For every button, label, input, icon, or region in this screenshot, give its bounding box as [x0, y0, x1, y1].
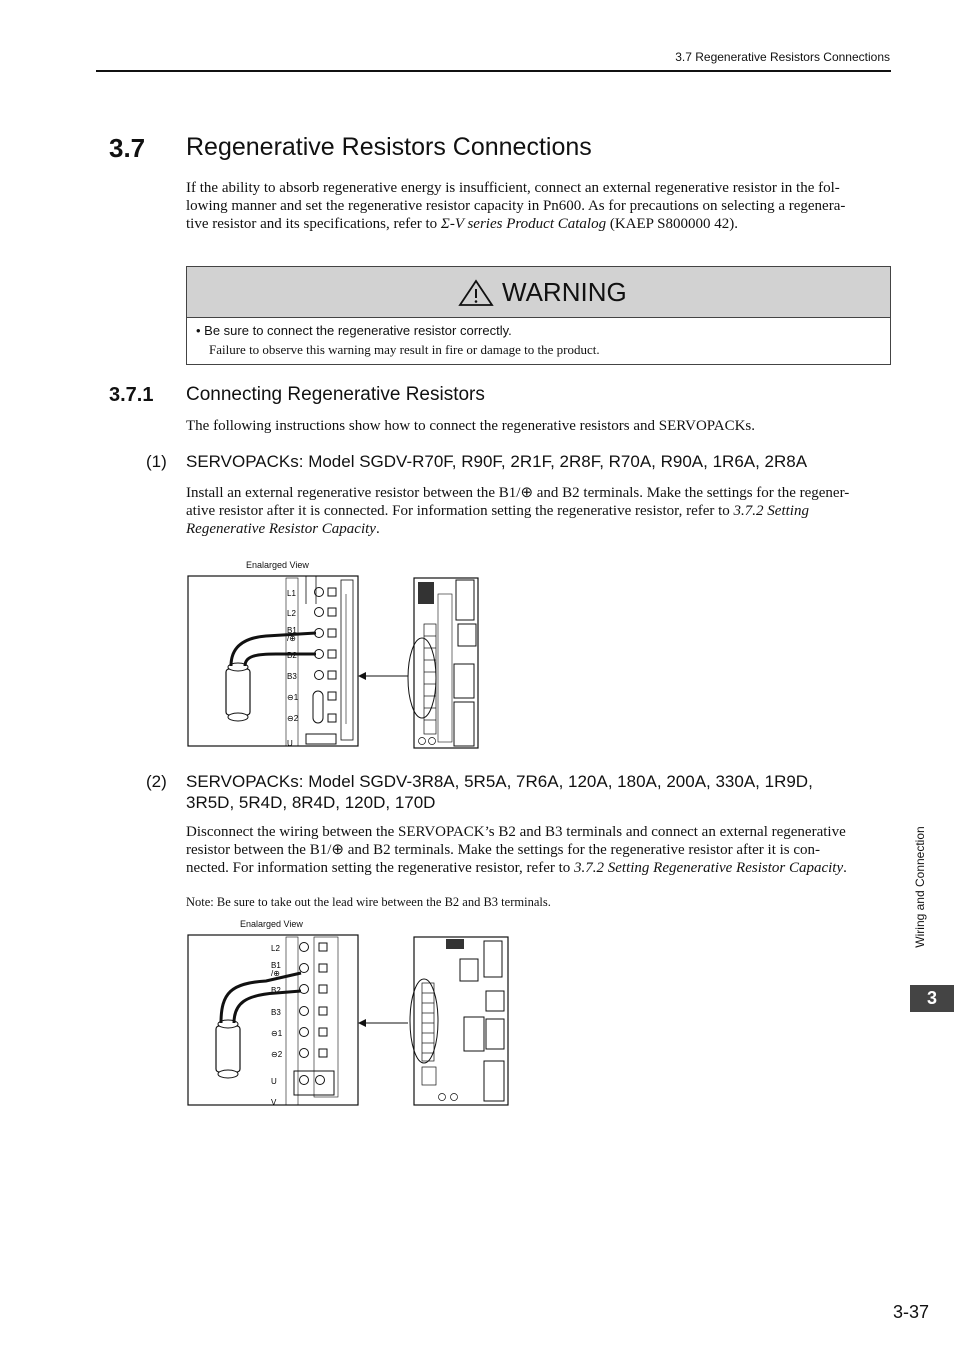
subsection-number: 3.7.1	[109, 384, 154, 406]
fig2-label-minus1: ⊖1	[271, 1029, 283, 1038]
fig2-label-b2: B2	[271, 986, 281, 995]
fig1-label-b2: B2	[287, 651, 297, 660]
item2-note: Note: Be sure to take out the lead wire between the B2 and B3 terminals.	[186, 895, 551, 909]
figure1-wiring-diagram	[186, 574, 486, 754]
fig2-label-v: V	[271, 1098, 277, 1107]
fig2-resistor	[216, 1026, 240, 1072]
warning-box	[186, 266, 891, 365]
section-number: 3.7	[109, 133, 146, 163]
item1-number: (1)	[146, 452, 167, 471]
item2-number: (2)	[146, 772, 167, 791]
warning-title: WARNING	[502, 277, 627, 307]
fig2-label-plus: /⊕	[271, 969, 280, 978]
fig1-label-b1: B1	[287, 626, 297, 635]
figure2-wiring-diagram	[186, 933, 516, 1113]
catalog-reference[interactable]: Σ-V series Product Catalog	[440, 216, 607, 232]
fig1-label-u: U	[287, 739, 293, 748]
warning-triangle-icon	[458, 279, 494, 307]
fig1-label-minus2: ⊖2	[287, 714, 299, 723]
subsection-intro: The following instructions show how to connect the regenerative resistors and SERVOPACKs.	[186, 418, 755, 434]
section-intro	[186, 179, 891, 233]
setting-reference-link-1[interactable]: 3.7.2 Setting	[733, 503, 809, 519]
warning-header	[187, 267, 890, 318]
fig1-label-l2: L2	[287, 609, 296, 618]
page-number: 3-37	[893, 1302, 930, 1322]
fig2-servopack	[414, 937, 508, 1105]
setting-reference-link-1b[interactable]: Regenerative Resistor Capacity	[186, 521, 376, 537]
item2-title-line1: SERVOPACKs: Model SGDV-3R8A, 5R5A, 7R6A, 120A, 180A, 200A, 330A, 1R9D,	[186, 772, 813, 791]
intro-line-3: tive resistor and its specifications, refer to Σ-V series Product Catalog (KAEP S800000 42).	[186, 216, 739, 232]
warning-detail: Failure to observe this warning may result in fire or damage to the product.	[209, 342, 600, 357]
fig2-label-b3: B3	[271, 1008, 281, 1017]
running-header: 3.7 Regenerative Resistors Connections	[675, 50, 890, 64]
fig2-label-u: U	[271, 1077, 277, 1086]
side-tab-label: Wiring and Connection	[913, 826, 927, 948]
item2-title-line2: 3R5D, 5R4D, 8R4D, 120D, 170D	[186, 793, 436, 812]
fig1-label-plus: /⊕	[287, 634, 296, 643]
section-title: Regenerative Resistors Connections	[186, 133, 592, 161]
fig1-label-b3: B3	[287, 672, 297, 681]
chapter-badge: 3	[910, 985, 954, 1012]
fig2-label-b1: B1	[271, 961, 281, 970]
intro-line-2: lowing manner and set the regenerative resistor capacity in Pn600. As for precautions on selecting a regenera-	[186, 198, 846, 214]
item1-body: Install an external regenerative resistor between the B1/⊕ and B2 terminals. Make the settings for the regener- ative resistor after it is connected. For information setting the regenerative resistor, refer to 3.7.2 Setting Regenerative Resistor Capacity.	[186, 485, 850, 537]
setting-reference-link-2[interactable]: 3.7.2 Setting Regenerative Resistor Capacity	[574, 860, 844, 876]
header-rule	[96, 70, 891, 72]
figure2-caption: Enalarged View	[240, 919, 303, 929]
fig2-label-l2: L2	[271, 944, 280, 953]
fig1-resistor	[226, 669, 250, 715]
warning-bullet: • Be sure to connect the regenerative resistor correctly.	[196, 323, 512, 338]
item2-body: Disconnect the wiring between the SERVOPACK’s B2 and B3 terminals and connect an external regenerative resistor between the B1/⊕ and B2 terminals. Make the settings for the regenerative resistor after it is con- nected. For information setting the regenerative resistor, refer to 3.7.2 Setting Regenerative Resistor Capacity.	[186, 824, 847, 876]
fig1-label-minus1: ⊖1	[287, 693, 299, 702]
figure1-caption: Enalarged View	[246, 560, 309, 570]
subsection-title: Connecting Regenerative Resistors	[186, 384, 485, 405]
intro-line-1: If the ability to absorb regenerative energy is insufficient, connect an external regenerative resistor in the fol-	[186, 180, 840, 196]
item1-title: SERVOPACKs: Model SGDV-R70F, R90F, 2R1F, 2R8F, R70A, R90A, 1R6A, 2R8A	[186, 452, 808, 471]
fig1-label-l1: L1	[287, 589, 296, 598]
fig2-label-minus2: ⊖2	[271, 1050, 283, 1059]
